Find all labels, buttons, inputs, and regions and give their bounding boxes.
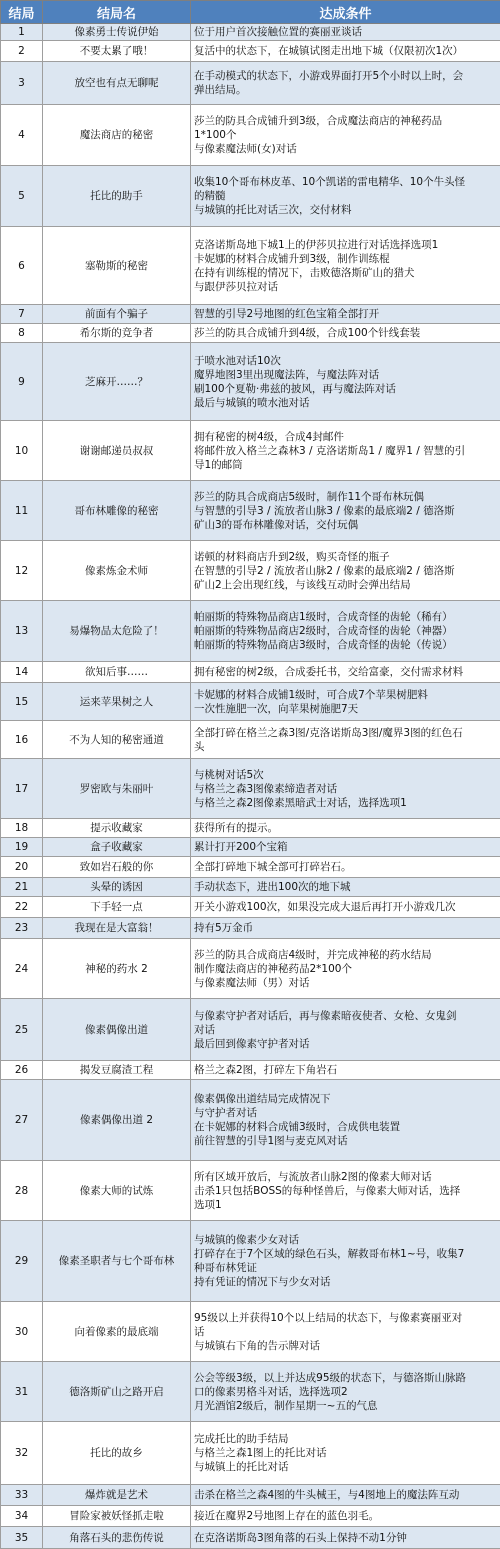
- condition-line: 最后与城镇的喷水池对话: [194, 396, 497, 410]
- condition-line: 全部打碎在格兰之森3图/克洛诺斯岛3图/魔界3图的红色石: [194, 726, 497, 740]
- ending-number: 32: [1, 1422, 43, 1485]
- condition-line: 击杀1只包括BOSS的每种怪兽后，与像素大师对话，选择: [194, 1184, 497, 1198]
- table-row: [1, 105, 500, 166]
- table-row: [1, 1485, 500, 1506]
- table-row: [1, 305, 500, 324]
- ending-condition: [191, 324, 500, 343]
- ending-name: 冒险家被妖怪抓走啦: [43, 1506, 191, 1527]
- ending-number: 17: [1, 759, 43, 819]
- table-row: [1, 1080, 500, 1161]
- ending-number: 18: [1, 819, 43, 838]
- ending-name: 像素偶像出道 2: [43, 1080, 191, 1161]
- ending-condition: [191, 999, 500, 1061]
- condition-line: 弹出结局。: [194, 83, 497, 97]
- table-row: [1, 683, 500, 721]
- condition-line: 与城镇的像素少女对话: [194, 1233, 497, 1247]
- ending-name: 我现在是大富翁！: [43, 918, 191, 939]
- condition-line: 与像素魔法师(女)对话: [194, 142, 497, 156]
- table-row: [1, 41, 500, 62]
- ending-name: 易爆物品太危险了！: [43, 601, 191, 662]
- ending-condition: [191, 166, 500, 227]
- ending-name: 谢谢邮递员叔叔: [43, 421, 191, 481]
- condition-line: 导1的邮筒: [194, 458, 497, 472]
- ending-name: 希尔斯的竞争者: [43, 324, 191, 343]
- condition-line: 位于用户首次接触位置的赛丽亚谈话: [194, 25, 497, 39]
- ending-condition: [191, 1527, 500, 1549]
- ending-number: 1: [1, 24, 43, 41]
- condition-line: 累计打开200个宝箱: [194, 840, 497, 854]
- condition-line: 话: [194, 1325, 497, 1339]
- table-row: [1, 62, 500, 105]
- table-row: [1, 1302, 500, 1362]
- ending-name: 罗密欧与朱丽叶: [43, 759, 191, 819]
- ending-name: 爆炸就是艺术: [43, 1485, 191, 1506]
- condition-line: 与桃树对话5次: [194, 768, 497, 782]
- ending-number: 20: [1, 857, 43, 878]
- condition-line: 与智慧的引导3 / 流放者山脉3 / 像素的最底端2 / 德洛斯: [194, 504, 497, 518]
- header-condition: 达成条件: [191, 1, 500, 24]
- ending-condition: [191, 1506, 500, 1527]
- ending-condition: [191, 62, 500, 105]
- ending-condition: [191, 24, 500, 41]
- ending-name: 揭发豆腐渣工程: [43, 1061, 191, 1080]
- condition-line: 莎兰的防具合成商店4级时，并完成神秘的药水结局: [194, 948, 497, 962]
- ending-condition: [191, 857, 500, 878]
- table-row: [1, 24, 500, 41]
- condition-line: 月光酒馆2级后，制作星期一~五的气息: [194, 1399, 497, 1413]
- ending-condition: [191, 939, 500, 999]
- ending-condition: [191, 918, 500, 939]
- condition-line: 手动状态下，进出100次的地下城: [194, 880, 497, 894]
- ending-condition: [191, 481, 500, 541]
- condition-line: 完成托比的助手结局: [194, 1432, 497, 1446]
- ending-number: 28: [1, 1161, 43, 1221]
- ending-name: 欲知后事……: [43, 662, 191, 683]
- ending-condition: [191, 1221, 500, 1302]
- condition-line: 与像素魔法师（男）对话: [194, 976, 497, 990]
- condition-line: 制作魔法商店的神秘药品2*100个: [194, 962, 497, 976]
- table-row: [1, 481, 500, 541]
- ending-number: 19: [1, 838, 43, 857]
- table-row: [1, 999, 500, 1061]
- condition-line: 诺顿的材料商店升到2级，购买奇怪的瓶子: [194, 550, 497, 564]
- ending-name: 前面有个骗子: [43, 305, 191, 324]
- condition-line: 克洛诺斯岛地下城1上的伊莎贝拉进行对话选择选项1: [194, 238, 497, 252]
- ending-number: 24: [1, 939, 43, 999]
- ending-condition: [191, 1302, 500, 1362]
- table-row: [1, 939, 500, 999]
- ending-name: 像素勇士传说伊始: [43, 24, 191, 41]
- table-row: [1, 541, 500, 601]
- ending-name: 像素炼金术师: [43, 541, 191, 601]
- condition-line: 莎兰的防具合成铺升到4级，合成100个针线套装: [194, 326, 497, 340]
- table-row: [1, 897, 500, 918]
- condition-line: 持有5万金币: [194, 921, 497, 935]
- ending-name: 塞勒斯的秘密: [43, 227, 191, 305]
- ending-condition: [191, 1362, 500, 1422]
- table-row: [1, 1061, 500, 1080]
- condition-line: 与格兰之森3图像素缔造者对话: [194, 782, 497, 796]
- condition-line: 对话: [194, 1023, 497, 1037]
- ending-name: 提示收藏家: [43, 819, 191, 838]
- ending-condition: [191, 41, 500, 62]
- condition-line: 种哥布林凭证: [194, 1261, 497, 1275]
- ending-condition: [191, 601, 500, 662]
- table-row: [1, 324, 500, 343]
- ending-number: 15: [1, 683, 43, 721]
- ending-number: 12: [1, 541, 43, 601]
- condition-line: 与守护者对话: [194, 1106, 497, 1120]
- ending-condition: [191, 227, 500, 305]
- ending-number: 29: [1, 1221, 43, 1302]
- condition-line: 帕丽斯的特殊物品商店2级时，合成奇怪的齿轮（神器）: [194, 624, 497, 638]
- header-ending-number: 结局: [1, 1, 43, 24]
- condition-line: 与城镇上的托比对话: [194, 1460, 497, 1474]
- condition-line: 与跟伊莎贝拉对话: [194, 280, 497, 294]
- condition-line: 的精髓: [194, 189, 497, 203]
- ending-number: 23: [1, 918, 43, 939]
- ending-name: 像素偶像出道: [43, 999, 191, 1061]
- condition-line: 开关小游戏100次，如果没完成大退后再打开小游戏几次: [194, 900, 497, 914]
- condition-line: 与格兰之森2图像素黑暗武士对话，选择选项1: [194, 796, 497, 810]
- ending-condition: [191, 1061, 500, 1080]
- condition-line: 魔界地图3里出现魔法阵，与魔法阵对话: [194, 368, 497, 382]
- condition-line: 复活中的状态下，在城镇试图走出地下城（仅限初次1次）: [194, 44, 497, 58]
- table-header-row: [1, 1, 500, 24]
- condition-line: 卡妮娜的材料合成铺1级时，可合成7个苹果树肥料: [194, 688, 497, 702]
- ending-condition: [191, 819, 500, 838]
- condition-line: 在智慧的引导2 / 流放者山脉2 / 像素的最底端2 / 德洛斯: [194, 564, 497, 578]
- ending-condition: [191, 1422, 500, 1485]
- ending-condition: [191, 759, 500, 819]
- condition-line: 持有凭证的情况下与少女对话: [194, 1275, 497, 1289]
- condition-line: 帕丽斯的特殊物品商店3级时，合成奇怪的齿轮（传说）: [194, 638, 497, 652]
- condition-line: 公会等级3级，以上并达成95级的状态下，与德洛斯山脉路: [194, 1371, 497, 1385]
- condition-line: 击杀在格兰之森4图的牛头械王，与4图地上的魔法阵互动: [194, 1488, 497, 1502]
- table-row: [1, 421, 500, 481]
- ending-condition: [191, 897, 500, 918]
- table-row: [1, 857, 500, 878]
- condition-line: 与城镇右下角的告示牌对话: [194, 1339, 497, 1353]
- condition-line: 一次性施肥一次，向苹果树施肥7天: [194, 702, 497, 716]
- condition-line: 将邮件放入格兰之森林3 / 克洛诺斯岛1 / 魔界1 / 智慧的引: [194, 444, 497, 458]
- ending-name: 像素大师的试炼: [43, 1161, 191, 1221]
- condition-line: 全部打碎地下城全部可打碎岩石。: [194, 860, 497, 874]
- condition-line: 格兰之森2图，打碎左下角岩石: [194, 1063, 497, 1077]
- ending-number: 14: [1, 662, 43, 683]
- ending-condition: [191, 1485, 500, 1506]
- ending-number: 5: [1, 166, 43, 227]
- ending-condition: [191, 421, 500, 481]
- condition-line: 在克洛诺斯岛3图角落的石头上保持不动1分钟: [194, 1531, 497, 1545]
- condition-line: 在手动模式的状态下，小游戏界面打开5个小时以上时，会: [194, 69, 497, 83]
- ending-name: 放空也有点无聊呢: [43, 62, 191, 105]
- ending-number: 7: [1, 305, 43, 324]
- table-row: [1, 601, 500, 662]
- ending-number: 21: [1, 878, 43, 897]
- condition-line: 口的像素男格斗对话，选择选项2: [194, 1385, 497, 1399]
- condition-line: 在卡妮娜的材料合成铺3级时，合成供电装置: [194, 1120, 497, 1134]
- condition-line: 卡妮娜的材料合成铺升到3级，制作训练棍: [194, 252, 497, 266]
- table-row: [1, 1506, 500, 1527]
- condition-line: 帕丽斯的特殊物品商店1级时，合成奇怪的齿轮（稀有）: [194, 610, 497, 624]
- ending-condition: [191, 721, 500, 759]
- ending-number: 31: [1, 1362, 43, 1422]
- ending-name: 像素圣职者与七个哥布林: [43, 1221, 191, 1302]
- table-row: [1, 343, 500, 421]
- ending-name: 托比的故乡: [43, 1422, 191, 1485]
- table-row: [1, 662, 500, 683]
- ending-condition: [191, 683, 500, 721]
- table-row: [1, 1161, 500, 1221]
- ending-number: 4: [1, 105, 43, 166]
- ending-number: 11: [1, 481, 43, 541]
- ending-name: 向着像素的最底端: [43, 1302, 191, 1362]
- ending-condition: [191, 838, 500, 857]
- table-row: [1, 166, 500, 227]
- table-row: [1, 721, 500, 759]
- ending-number: 6: [1, 227, 43, 305]
- condition-line: 拥有秘密的树2级，合成委托书，交给富豪，交付需求材料: [194, 665, 497, 679]
- ending-condition: [191, 105, 500, 166]
- condition-line: 与像素守护者对话后，再与像素暗夜使者、女枪、女鬼剑: [194, 1009, 497, 1023]
- ending-name: 不要太累了哦！: [43, 41, 191, 62]
- ending-number: 34: [1, 1506, 43, 1527]
- ending-number: 22: [1, 897, 43, 918]
- ending-condition: [191, 878, 500, 897]
- condition-line: 矿山3的哥布林雕像对话，交付玩偶: [194, 518, 497, 532]
- condition-line: 1*100个: [194, 128, 497, 142]
- table-row: [1, 819, 500, 838]
- condition-line: 获得所有的提示。: [194, 821, 497, 835]
- ending-number: 30: [1, 1302, 43, 1362]
- condition-line: 拥有秘密的树4级，合成4封邮件: [194, 430, 497, 444]
- condition-line: 头: [194, 740, 497, 754]
- table-row: [1, 878, 500, 897]
- ending-condition: [191, 662, 500, 683]
- condition-line: 打碎存在于7个区域的绿色石头，解救哥布林1~号，收集7: [194, 1247, 497, 1261]
- ending-condition: [191, 1161, 500, 1221]
- condition-line: 收集10个哥布林皮革、10个凯诺的雷电精华、10个牛头怪: [194, 175, 497, 189]
- condition-line: 像素偶像出道结局完成情况下: [194, 1092, 497, 1106]
- condition-line: 刷100个夏勒·弗兹的披风，再与魔法阵对话: [194, 382, 497, 396]
- ending-name: 魔法商店的秘密: [43, 105, 191, 166]
- condition-line: 在持有训练棍的情况下，击败德洛斯矿山的猎犬: [194, 266, 497, 280]
- table-row: [1, 1221, 500, 1302]
- ending-name: 神秘的药水 2: [43, 939, 191, 999]
- condition-line: 所有区域开放后，与流放者山脉2图的像素大师对话: [194, 1170, 497, 1184]
- table-row: [1, 1422, 500, 1485]
- condition-line: 接近在魔界2号地图上存在的蓝色羽毛。: [194, 1509, 497, 1523]
- ending-condition: [191, 343, 500, 421]
- ending-number: 3: [1, 62, 43, 105]
- condition-line: 前往智慧的引导1图与麦克风对话: [194, 1134, 497, 1148]
- ending-name: 托比的助手: [43, 166, 191, 227]
- condition-line: 95级以上并获得10个以上结局的状态下，与像素赛丽亚对: [194, 1311, 497, 1325]
- ending-condition: [191, 305, 500, 324]
- condition-line: 与格兰之森1图上的托比对话: [194, 1446, 497, 1460]
- ending-number: 2: [1, 41, 43, 62]
- ending-name: 头晕的诱因: [43, 878, 191, 897]
- condition-line: 智慧的引导2号地图的红色宝箱全部打开: [194, 307, 497, 321]
- ending-number: 8: [1, 324, 43, 343]
- table-row: [1, 759, 500, 819]
- table-row: [1, 227, 500, 305]
- table-row: [1, 918, 500, 939]
- ending-name: 致如岩石般的你: [43, 857, 191, 878]
- ending-name: 角落石头的悲伤传说: [43, 1527, 191, 1549]
- condition-line: 选项1: [194, 1198, 497, 1212]
- condition-line: 莎兰的防具合成商店5级时，制作11个哥布林玩偶: [194, 490, 497, 504]
- ending-number: 9: [1, 343, 43, 421]
- ending-number: 35: [1, 1527, 43, 1549]
- condition-line: 莎兰的防具合成铺升到3级，合成魔法商店的神秘药品: [194, 114, 497, 128]
- header-ending-name: 结局名: [43, 1, 191, 24]
- table-row: [1, 1362, 500, 1422]
- condition-line: 与城镇的托比对话三次，交付材料: [194, 203, 497, 217]
- condition-line: 最后回到像素守护者对话: [194, 1037, 497, 1051]
- table-row: [1, 838, 500, 857]
- ending-number: 27: [1, 1080, 43, 1161]
- ending-name: 运来苹果树之人: [43, 683, 191, 721]
- ending-number: 13: [1, 601, 43, 662]
- ending-condition: [191, 541, 500, 601]
- ending-number: 10: [1, 421, 43, 481]
- condition-line: 矿山2上会出现红线，与该线互动时会弹出结局: [194, 578, 497, 592]
- ending-number: 33: [1, 1485, 43, 1506]
- ending-number: 26: [1, 1061, 43, 1080]
- ending-name: 下手轻一点: [43, 897, 191, 918]
- ending-name: 芝麻开……？: [43, 343, 191, 421]
- ending-name: 德洛斯矿山之路开启: [43, 1362, 191, 1422]
- ending-condition: [191, 1080, 500, 1161]
- ending-number: 16: [1, 721, 43, 759]
- ending-name: 不为人知的秘密通道: [43, 721, 191, 759]
- table-row: [1, 1527, 500, 1549]
- ending-name: 盒子收藏家: [43, 838, 191, 857]
- ending-name: 哥布林雕像的秘密: [43, 481, 191, 541]
- condition-line: 于喷水池对话10次: [194, 354, 497, 368]
- ending-number: 25: [1, 999, 43, 1061]
